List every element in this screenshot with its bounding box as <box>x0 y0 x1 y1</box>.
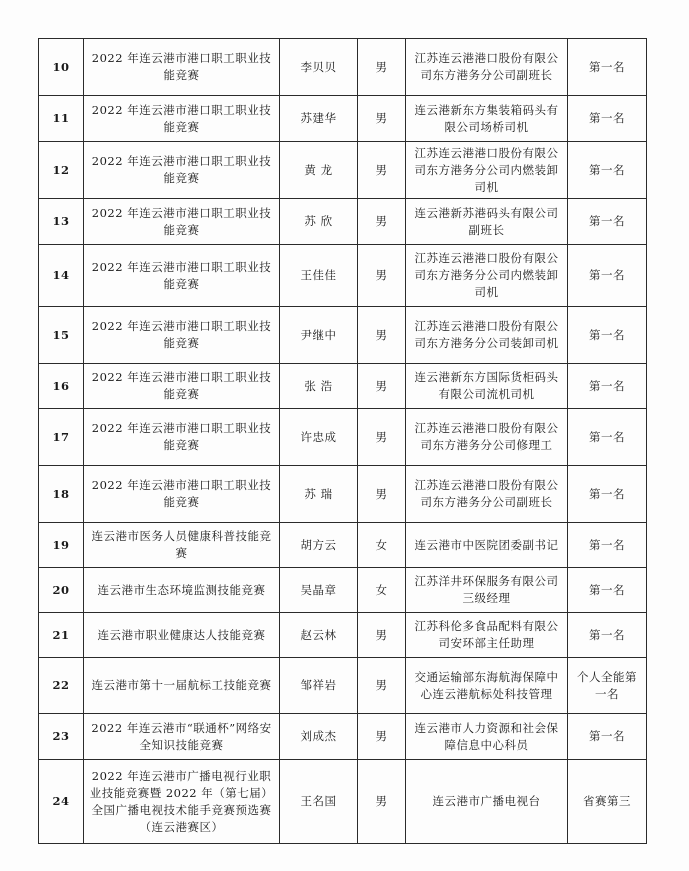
row-number: 11 <box>39 96 84 142</box>
award: 第一名 <box>568 466 647 523</box>
work-unit: 江苏连云港港口股份有限公司东方港务分公司内燃装卸司机 <box>406 245 568 307</box>
award: 个人全能第一名 <box>568 658 647 714</box>
competition-name: 连云港市职业健康达人技能竞赛 <box>84 613 280 658</box>
award: 第一名 <box>568 96 647 142</box>
row-number: 22 <box>39 658 84 714</box>
work-unit: 连云港新东方集装箱码头有限公司场桥司机 <box>406 96 568 142</box>
competition-name: 2022 年连云港市港口职工职业技能竞赛 <box>84 245 280 307</box>
winner-name: 胡方云 <box>280 523 358 568</box>
row-number: 14 <box>39 245 84 307</box>
winner-name: 刘成杰 <box>280 714 358 760</box>
work-unit: 江苏连云港港口股份有限公司东方港务分公司修理工 <box>406 409 568 466</box>
work-unit: 江苏洋井环保服务有限公司三级经理 <box>406 568 568 613</box>
award: 第一名 <box>568 568 647 613</box>
winner-name: 许忠成 <box>280 409 358 466</box>
row-number: 18 <box>39 466 84 523</box>
table-row <box>39 245 647 307</box>
award: 省赛第三 <box>568 760 647 844</box>
work-unit: 连云港市中医院团委副书记 <box>406 523 568 568</box>
work-unit: 江苏连云港港口股份有限公司东方港务分公司副班长 <box>406 39 568 96</box>
table-row <box>39 199 647 245</box>
award: 第一名 <box>568 142 647 199</box>
competition-name: 连云港市第十一届航标工技能竞赛 <box>84 658 280 714</box>
gender: 男 <box>358 613 406 658</box>
award: 第一名 <box>568 39 647 96</box>
award: 第一名 <box>568 364 647 409</box>
winner-name: 王名国 <box>280 760 358 844</box>
work-unit: 交通运输部东海航海保障中心连云港航标处科技管理 <box>406 658 568 714</box>
work-unit: 连云港新东方国际货柜码头有限公司流机司机 <box>406 364 568 409</box>
row-number: 13 <box>39 199 84 245</box>
competition-name: 连云港市医务人员健康科普技能竞赛 <box>84 523 280 568</box>
table-row <box>39 760 647 844</box>
winner-name: 赵云林 <box>280 613 358 658</box>
work-unit: 连云港市广播电视台 <box>406 760 568 844</box>
award: 第一名 <box>568 245 647 307</box>
competition-name: 2022 年连云港市港口职工职业技能竞赛 <box>84 39 280 96</box>
winner-name: 张 浩 <box>280 364 358 409</box>
work-unit: 连云港市人力资源和社会保障信息中心科员 <box>406 714 568 760</box>
award: 第一名 <box>568 523 647 568</box>
winner-name: 黄 龙 <box>280 142 358 199</box>
competition-name: 2022 年连云港市港口职工职业技能竞赛 <box>84 96 280 142</box>
gender: 男 <box>358 96 406 142</box>
award: 第一名 <box>568 714 647 760</box>
competition-name: 2022 年连云港市港口职工职业技能竞赛 <box>84 142 280 199</box>
winner-name: 苏 瑞 <box>280 466 358 523</box>
award: 第一名 <box>568 307 647 364</box>
competition-name: 2022 年连云港市港口职工职业技能竞赛 <box>84 199 280 245</box>
gender: 男 <box>358 199 406 245</box>
award: 第一名 <box>568 613 647 658</box>
table-row <box>39 714 647 760</box>
gender: 男 <box>358 760 406 844</box>
winner-name: 李贝贝 <box>280 39 358 96</box>
table-row <box>39 39 647 96</box>
gender: 男 <box>358 714 406 760</box>
winner-name: 尹继中 <box>280 307 358 364</box>
gender: 女 <box>358 568 406 613</box>
table-row <box>39 364 647 409</box>
competition-name: 2022 年连云港市广播电视行业职业技能竞赛暨 2022 年（第七届）全国广播电视技术能手竞赛预选赛（连云港赛区） <box>84 760 280 844</box>
competition-name: 连云港市生态环境监测技能竞赛 <box>84 568 280 613</box>
row-number: 15 <box>39 307 84 364</box>
row-number: 19 <box>39 523 84 568</box>
table-row <box>39 613 647 658</box>
competition-name: 2022 年连云港市“联通杯”网络安全知识技能竞赛 <box>84 714 280 760</box>
award: 第一名 <box>568 409 647 466</box>
table-row <box>39 568 647 613</box>
winner-name: 苏 欣 <box>280 199 358 245</box>
gender: 男 <box>358 658 406 714</box>
work-unit: 江苏连云港港口股份有限公司东方港务分公司装卸司机 <box>406 307 568 364</box>
work-unit: 连云港新苏港码头有限公司副班长 <box>406 199 568 245</box>
work-unit: 江苏连云港港口股份有限公司东方港务分公司副班长 <box>406 466 568 523</box>
competition-name: 2022 年连云港市港口职工职业技能竞赛 <box>84 364 280 409</box>
row-number: 20 <box>39 568 84 613</box>
table-row <box>39 523 647 568</box>
gender: 男 <box>358 364 406 409</box>
competition-name: 2022 年连云港市港口职工职业技能竞赛 <box>84 409 280 466</box>
table-row <box>39 307 647 364</box>
row-number: 24 <box>39 760 84 844</box>
row-number: 23 <box>39 714 84 760</box>
table-row <box>39 658 647 714</box>
row-number: 12 <box>39 142 84 199</box>
award-table <box>38 38 647 844</box>
winner-name: 邹祥岩 <box>280 658 358 714</box>
winner-name: 王佳佳 <box>280 245 358 307</box>
work-unit: 江苏连云港港口股份有限公司东方港务分公司内燃装卸司机 <box>406 142 568 199</box>
gender: 男 <box>358 39 406 96</box>
gender: 女 <box>358 523 406 568</box>
work-unit: 江苏科伦多食品配料有限公司安环部主任助理 <box>406 613 568 658</box>
winner-name: 吴晶章 <box>280 568 358 613</box>
competition-name: 2022 年连云港市港口职工职业技能竞赛 <box>84 466 280 523</box>
gender: 男 <box>358 409 406 466</box>
table-row <box>39 142 647 199</box>
table-row <box>39 466 647 523</box>
gender: 男 <box>358 142 406 199</box>
row-number: 17 <box>39 409 84 466</box>
row-number: 16 <box>39 364 84 409</box>
row-number: 10 <box>39 39 84 96</box>
competition-name: 2022 年连云港市港口职工职业技能竞赛 <box>84 307 280 364</box>
gender: 男 <box>358 245 406 307</box>
row-number: 21 <box>39 613 84 658</box>
award: 第一名 <box>568 199 647 245</box>
gender: 男 <box>358 307 406 364</box>
table-row <box>39 409 647 466</box>
table-row <box>39 96 647 142</box>
gender: 男 <box>358 466 406 523</box>
winner-name: 苏建华 <box>280 96 358 142</box>
